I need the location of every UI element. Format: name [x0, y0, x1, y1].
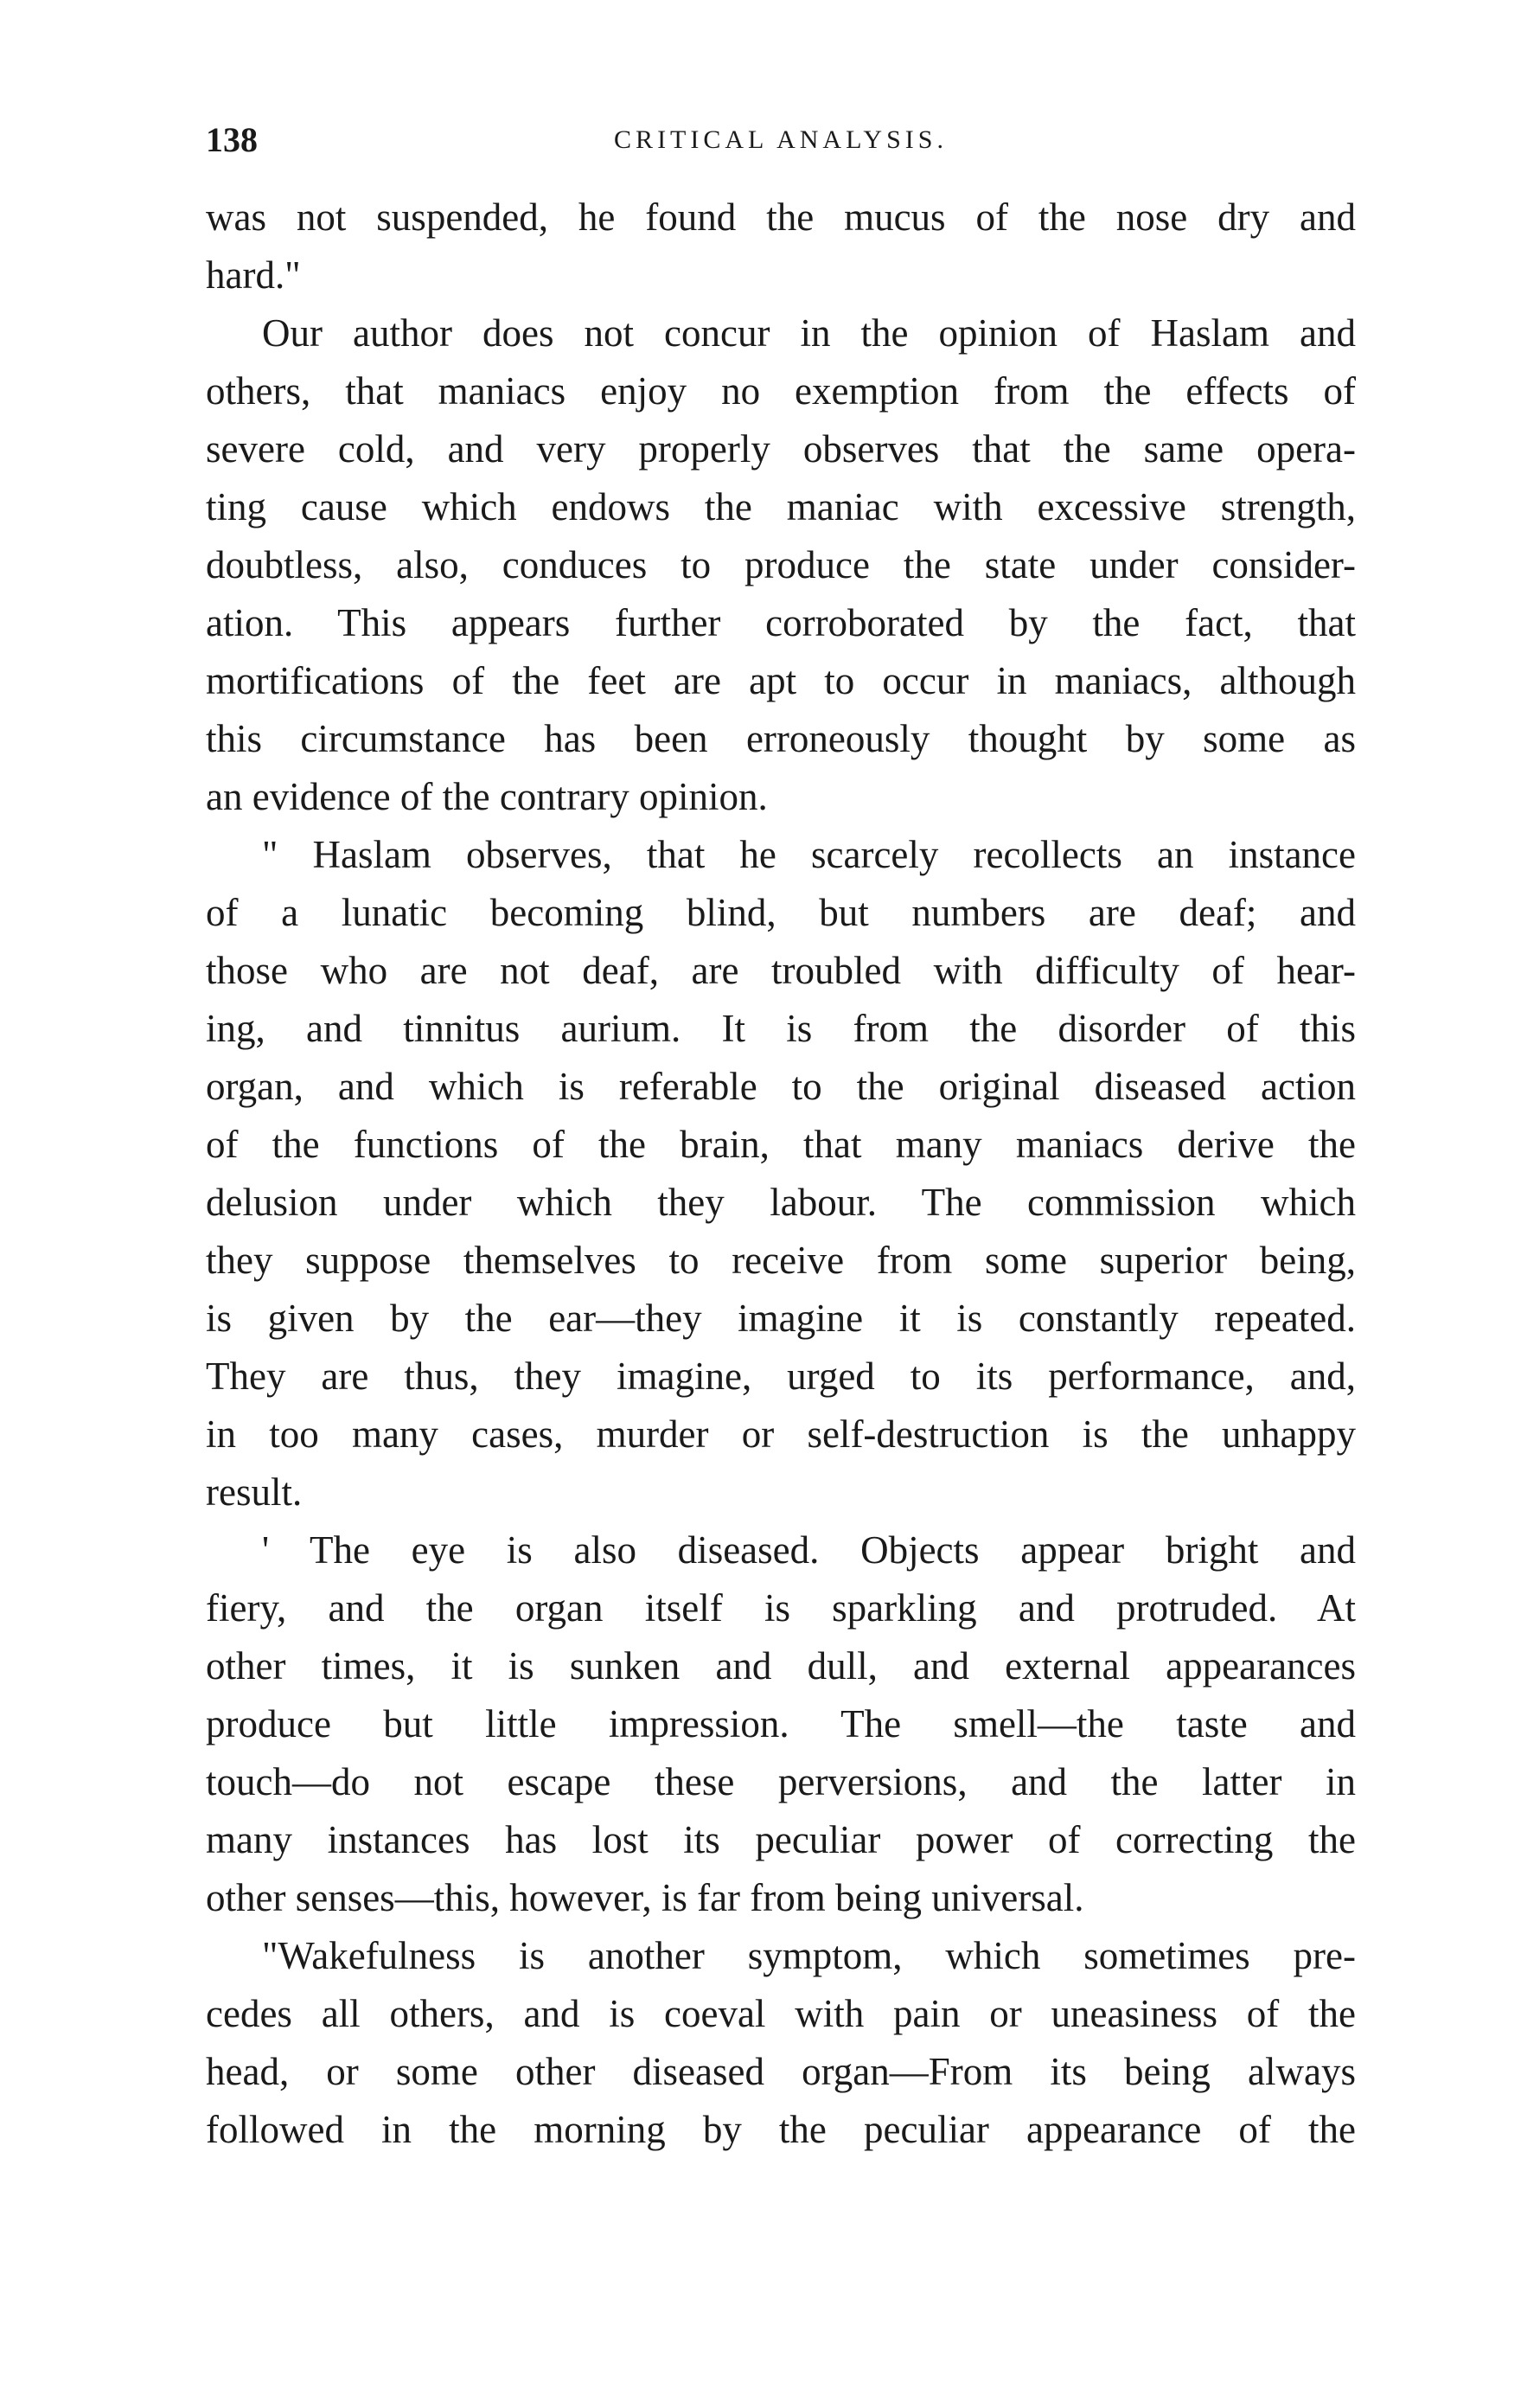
body-text: [206, 189, 1356, 2159]
text-line: ing, and tinnitus aurium. It is from the disorder of this: [206, 1007, 1356, 1050]
text-line: severe cold, and very properly observes that the same opera-: [206, 427, 1356, 471]
text-line: organ, and which is referable to the original diseased action: [206, 1065, 1356, 1108]
paragraph: [206, 304, 1356, 826]
text-line: other senses—this, however, is far from being universal.: [206, 1876, 1084, 1919]
text-line: was not suspended, he found the mucus of the nose dry and: [206, 195, 1356, 239]
text-line: result.: [206, 1470, 303, 1514]
text-line: ' The eye is also diseased. Objects appear bright and: [262, 1528, 1356, 1572]
text-line: others, that maniacs enjoy no exemption from the effects of: [206, 369, 1356, 413]
paragraph: [206, 189, 1356, 304]
text-line: produce but little impression. The smell—the taste and: [206, 1702, 1356, 1745]
text-line: other times, it is sunken and dull, and external appearances: [206, 1644, 1356, 1688]
text-line: of a lunatic becoming blind, but numbers are deaf; and: [206, 891, 1356, 934]
text-line: touch—do not escape these perversions, and the latter in: [206, 1760, 1356, 1803]
text-line: delusion under which they labour. The commission which: [206, 1181, 1356, 1224]
running-title: CRITICAL ANALYSIS.: [614, 125, 948, 154]
text-line: of the functions of the brain, that many maniacs derive the: [206, 1123, 1356, 1166]
text-line: this circumstance has been erroneously thought by some as: [206, 717, 1356, 760]
text-line: an evidence of the contrary opinion.: [206, 775, 768, 818]
paragraph: [206, 1927, 1356, 2159]
text-line: mortifications of the feet are apt to occur in maniacs, although: [206, 659, 1356, 702]
text-line: followed in the morning by the peculiar appearance of the: [206, 2108, 1356, 2151]
text-line: doubtless, also, conduces to produce the state under consider-: [206, 543, 1356, 586]
text-line: Our author does not concur in the opinion of Haslam and: [262, 311, 1356, 355]
text-line: they suppose themselves to receive from some superior being,: [206, 1239, 1356, 1282]
running-head: [206, 114, 1356, 166]
text-line: hard.": [206, 253, 301, 297]
page-number: 138: [206, 120, 258, 159]
text-line: cedes all others, and is coeval with pain or uneasiness of the: [206, 1992, 1356, 2035]
text-line: many instances has lost its peculiar power of correcting the: [206, 1818, 1356, 1861]
text-line: in too many cases, murder or self-destruction is the unhappy: [206, 1412, 1356, 1456]
text-line: those who are not deaf, are troubled with difficulty of hear-: [206, 949, 1356, 992]
text-line: They are thus, they imagine, urged to its performance, and,: [206, 1355, 1356, 1398]
text-line: " Haslam observes, that he scarcely recollects an instance: [262, 833, 1356, 876]
text-line: "Wakefulness is another symptom, which sometimes pre-: [262, 1934, 1356, 1977]
text-line: ting cause which endows the maniac with excessive strength,: [206, 485, 1356, 528]
text-line: is given by the ear—they imagine it is constantly repeated.: [206, 1297, 1356, 1340]
paragraph: [206, 1521, 1356, 1927]
paragraph: [206, 826, 1356, 1521]
text-line: fiery, and the organ itself is sparkling and protruded. At: [206, 1586, 1356, 1630]
text-line: head, or some other diseased organ—From its being always: [206, 2050, 1356, 2093]
text-line: ation. This appears further corroborated by the fact, that: [206, 601, 1356, 644]
